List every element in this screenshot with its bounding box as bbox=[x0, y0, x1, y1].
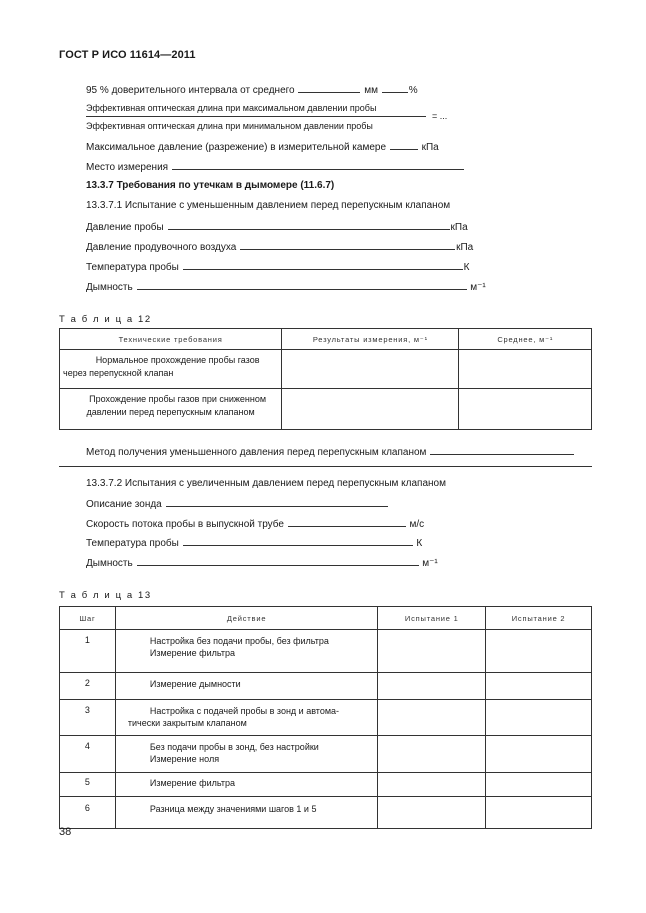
field-label: Температура пробы bbox=[86, 262, 179, 273]
test-2-cell[interactable] bbox=[486, 673, 592, 700]
field-unit: К bbox=[463, 262, 470, 273]
table-12 bbox=[59, 328, 592, 430]
table-header: Результаты измерения, м⁻¹ bbox=[282, 329, 459, 350]
max-pressure-line bbox=[86, 139, 439, 154]
method-line bbox=[86, 444, 575, 459]
action-text: Измерение ноля bbox=[149, 754, 220, 764]
confidence-value-blank[interactable] bbox=[298, 82, 360, 93]
confidence-label: 95 % доверительного интервала от среднего bbox=[86, 85, 295, 96]
table-12-caption: Т а б л и ц а 12 bbox=[59, 314, 152, 325]
test-1-cell[interactable] bbox=[378, 630, 486, 673]
step-cell: 2 bbox=[60, 673, 116, 700]
flow-velocity-blank[interactable] bbox=[288, 516, 406, 527]
subsection-1-title: 13.3.7.1 Испытание с уменьшенным давлением перед перепускным клапаном bbox=[86, 200, 451, 211]
action-cell bbox=[115, 797, 377, 829]
field-label: Описание зонда bbox=[86, 499, 162, 510]
sample-temperature-blank[interactable] bbox=[183, 259, 463, 270]
test-1-cell[interactable] bbox=[378, 773, 486, 797]
test-1-cell[interactable] bbox=[378, 700, 486, 736]
max-pressure-blank[interactable] bbox=[390, 139, 418, 150]
field-label: Дымность bbox=[86, 558, 133, 569]
test-1-cell[interactable] bbox=[378, 736, 486, 773]
action-cell bbox=[115, 736, 377, 773]
opacity-line bbox=[86, 279, 486, 294]
section-title: 13.3.7 Требования по утечкам в дымомере (11.6.7) bbox=[86, 180, 335, 191]
sample-temperature-2-line bbox=[86, 535, 422, 550]
ratio-denominator: Эффективная оптическая длина при минимальном давлении пробы bbox=[86, 121, 373, 131]
field-unit: К bbox=[416, 538, 423, 549]
ratio-numerator: Эффективная оптическая длина при максимальном давлении пробы bbox=[86, 103, 377, 113]
test-2-cell[interactable] bbox=[486, 773, 592, 797]
step-cell: 3 bbox=[60, 700, 116, 736]
action-text: Измерение фильтра bbox=[149, 648, 235, 658]
table-row bbox=[60, 773, 592, 797]
confidence-interval-line bbox=[86, 82, 418, 97]
field-unit: м/с bbox=[409, 519, 425, 530]
action-text: Без подачи пробы в зонд, без настройки bbox=[149, 742, 319, 752]
action-cell bbox=[115, 700, 377, 736]
max-pressure-label: Максимальное давление (разрежение) в измерительной камере bbox=[86, 142, 387, 153]
action-text: Настройка без подачи пробы, без фильтра bbox=[149, 636, 329, 646]
confidence-percent-blank[interactable] bbox=[382, 82, 408, 93]
table-row bbox=[60, 700, 592, 736]
average-cell[interactable] bbox=[459, 350, 592, 389]
requirement-cell bbox=[60, 350, 282, 389]
page-number: 38 bbox=[59, 826, 72, 838]
action-cell bbox=[115, 630, 377, 673]
step-cell: 4 bbox=[60, 736, 116, 773]
average-cell[interactable] bbox=[459, 389, 592, 430]
field-unit: кПа bbox=[450, 222, 468, 233]
requirement-text: Прохождение пробы газов при сниженном bbox=[89, 394, 267, 404]
table-header: Действие bbox=[115, 607, 377, 630]
field-label: Дымность bbox=[86, 282, 133, 293]
confidence-mm-unit: мм bbox=[364, 85, 378, 96]
action-cell bbox=[115, 673, 377, 700]
sample-pressure-line bbox=[86, 219, 468, 234]
flow-velocity-line bbox=[86, 516, 424, 531]
action-text: Разница между значениями шагов 1 и 5 bbox=[149, 804, 317, 814]
test-1-cell[interactable] bbox=[378, 797, 486, 829]
field-label: Давление пробы bbox=[86, 222, 164, 233]
probe-description-line bbox=[86, 496, 389, 511]
document-header: ГОСТ Р ИСО 11614—2011 bbox=[59, 49, 196, 61]
action-cell bbox=[115, 773, 377, 797]
table-row bbox=[60, 389, 592, 430]
step-cell: 1 bbox=[60, 630, 116, 673]
table-row bbox=[60, 673, 592, 700]
step-cell: 6 bbox=[60, 797, 116, 829]
test-2-cell[interactable] bbox=[486, 797, 592, 829]
sample-temperature-2-blank[interactable] bbox=[183, 535, 413, 546]
action-text: Измерение дымности bbox=[149, 679, 241, 689]
method-continuation-line[interactable] bbox=[59, 466, 592, 467]
measurement-place-blank[interactable] bbox=[172, 159, 464, 170]
field-unit: м⁻¹ bbox=[422, 558, 438, 569]
opacity-2-blank[interactable] bbox=[137, 555, 419, 566]
step-cell: 5 bbox=[60, 773, 116, 797]
confidence-percent-unit: % bbox=[408, 85, 418, 96]
field-unit: кПа bbox=[456, 242, 474, 253]
requirement-text: Нормальное прохождение пробы газов bbox=[95, 355, 260, 365]
table-header: Шаг bbox=[60, 607, 116, 630]
table-header: Испытание 1 bbox=[378, 607, 486, 630]
requirement-cell bbox=[60, 389, 282, 430]
field-label: Скорость потока пробы в выпускной трубе bbox=[86, 519, 284, 530]
sample-pressure-blank[interactable] bbox=[168, 219, 450, 230]
sample-temperature-line bbox=[86, 259, 469, 274]
test-2-cell[interactable] bbox=[486, 630, 592, 673]
measurement-place-line bbox=[86, 159, 465, 174]
test-1-cell[interactable] bbox=[378, 673, 486, 700]
table-row bbox=[60, 797, 592, 829]
table-row bbox=[60, 736, 592, 773]
table-row bbox=[60, 350, 592, 389]
test-2-cell[interactable] bbox=[486, 736, 592, 773]
action-text: тически закрытым клапаном bbox=[127, 718, 247, 728]
measurement-place-label: Место измерения bbox=[86, 162, 169, 173]
table-row bbox=[60, 630, 592, 673]
subsection-2-title: 13.3.7.2 Испытания с увеличенным давлением перед перепускным клапаном bbox=[86, 478, 446, 489]
result-cell[interactable] bbox=[282, 350, 459, 389]
purge-air-pressure-line bbox=[86, 239, 473, 254]
test-2-cell[interactable] bbox=[486, 700, 592, 736]
field-unit: м⁻¹ bbox=[470, 282, 486, 293]
table-13-caption: Т а б л и ц а 13 bbox=[59, 590, 152, 601]
ratio-fraction-line bbox=[86, 116, 426, 117]
ratio-equals: = ... bbox=[432, 111, 448, 121]
table-13 bbox=[59, 606, 592, 829]
method-blank[interactable] bbox=[430, 444, 574, 455]
method-label: Метод получения уменьшенного давления перед перепускным клапаном bbox=[86, 447, 427, 458]
field-label: Давление продувочного воздуха bbox=[86, 242, 237, 253]
field-label: Температура пробы bbox=[86, 538, 179, 549]
opacity-2-line bbox=[86, 555, 438, 570]
action-text: Настройка с подачей пробы в зонд и автома- bbox=[149, 706, 340, 716]
purge-air-pressure-blank[interactable] bbox=[240, 239, 455, 250]
max-pressure-unit: кПа bbox=[421, 142, 439, 153]
table-header: Испытание 2 bbox=[486, 607, 592, 630]
result-cell[interactable] bbox=[282, 389, 459, 430]
requirement-text: через перепускной клапан bbox=[63, 368, 174, 378]
opacity-blank[interactable] bbox=[137, 279, 467, 290]
action-text: Измерение фильтра bbox=[149, 778, 235, 788]
table-header: Технические требования bbox=[60, 329, 282, 350]
probe-description-blank[interactable] bbox=[166, 496, 388, 507]
table-header: Среднее, м⁻¹ bbox=[459, 329, 592, 350]
requirement-text: давлении перед перепускным клапаном bbox=[86, 407, 255, 417]
